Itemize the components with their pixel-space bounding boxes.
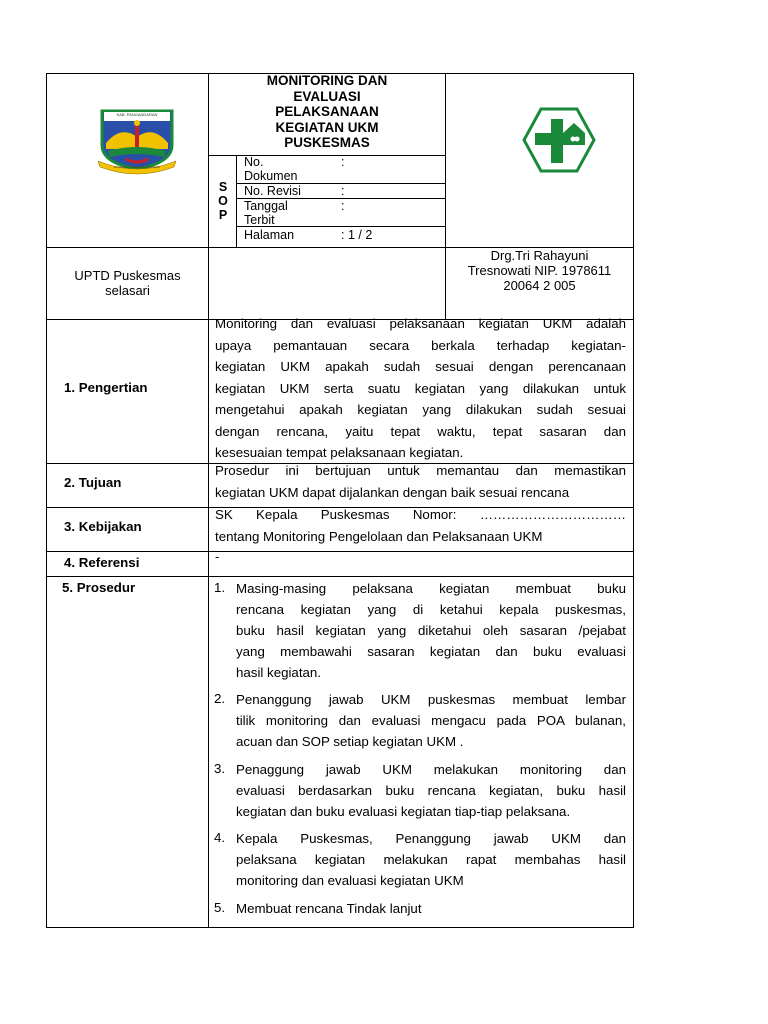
title-line: EVALUASI bbox=[293, 88, 361, 104]
meta-no-revisi-value: : bbox=[341, 184, 345, 198]
text-line: Penaggung jawab UKM melakukan monitoring dan bbox=[236, 762, 626, 777]
text-line: kegiatan dan buku evaluasi kegiatan tiap-tiap pelaksana. bbox=[236, 804, 571, 819]
step-number: 2. bbox=[214, 691, 226, 706]
title-line: KEGIATAN UKM bbox=[275, 119, 379, 135]
text-line: tentang Monitoring Pengelolaan dan Pelaksanaan UKM bbox=[215, 528, 543, 544]
sop-letter: S bbox=[218, 180, 228, 194]
text-line: tilik monitoring dan evaluasi mengacu pada POA bulanan, bbox=[236, 713, 626, 728]
title-line: PELAKSANAAN bbox=[275, 104, 379, 119]
text-line: kesesuaian tempat pelaksanaan kegiatan. bbox=[215, 445, 464, 460]
text-line: dengan rencana, yaitu tepat waktu, tepat sasaran dan bbox=[215, 423, 626, 439]
section-label-tujuan: 2. Tujuan bbox=[64, 475, 122, 490]
text-line: Membuat rencana Tindak lanjut bbox=[236, 901, 422, 916]
title-line: PUSKESMAS bbox=[284, 135, 370, 150]
text-line: SK Kepala Puskesmas Nomor: …………………………… bbox=[215, 507, 626, 522]
text-line: upaya pemantauan secara berkala terhadap kegiatan- bbox=[215, 337, 626, 353]
procedure-step bbox=[236, 689, 626, 752]
regency-crest-logo bbox=[96, 103, 178, 175]
procedure-step bbox=[236, 578, 626, 683]
signatory: Drg.Tri Rahayuni Tresnowati NIP. 1978611 20064 2 005 bbox=[467, 248, 612, 293]
meta-tanggal-label: Tanggal Terbit bbox=[244, 199, 288, 227]
text-line: kegiatan UKM dapat dijalankan dengan baik sesuai rencana bbox=[215, 484, 570, 500]
text-line: Prosedur ini bertujuan untuk memantau dan memastikan bbox=[215, 463, 626, 478]
text-line: monitoring dan evaluasi kegiatan UKM bbox=[236, 873, 464, 888]
text-line: hasil kegiatan. bbox=[236, 665, 322, 680]
procedure-step bbox=[236, 898, 626, 919]
step-number: 4. bbox=[214, 830, 226, 845]
text-line: rencana kegiatan yang di ketahui kepala puskesmas, bbox=[236, 602, 626, 617]
meta-halaman-label: Halaman bbox=[244, 228, 295, 242]
text-line: yang membawahi sasaran kegiatan dan buku evaluasi bbox=[236, 644, 626, 659]
section-label-pengertian: 1. Pengertian bbox=[64, 380, 148, 395]
meta-halaman-value: : 1 / 2 bbox=[341, 228, 373, 242]
text-line: Masing-masing pelaksana kegiatan membuat buku bbox=[236, 581, 626, 596]
text-line: mengetahui apakah kegiatan yang dilakukan sudah sesuai bbox=[215, 402, 626, 417]
section-label-referensi: 4. Referensi bbox=[64, 555, 140, 570]
text-line: buku hasil kegiatan yang diketahui oleh sasaran /pejabat bbox=[236, 623, 626, 638]
step-number: 1. bbox=[214, 580, 226, 595]
step-number: 5. bbox=[214, 900, 226, 915]
text-line: pelaksana kegiatan melakukan rapat membahas hasil bbox=[236, 852, 626, 867]
sop-letter: P bbox=[218, 208, 228, 222]
crest-name: KAB. PANGANDARAN bbox=[116, 112, 158, 117]
section-body-pengertian bbox=[215, 316, 626, 467]
text-line: evaluasi berdasarkan buku rencana kegiatan, buku hasil bbox=[236, 783, 626, 798]
crest-motto: WAWANGI SWAGARAN MANDIRI bbox=[113, 165, 161, 169]
text-line: acuan dan SOP setiap kegiatan UKM . bbox=[236, 734, 464, 749]
text-line: kegiatan UKM serta suatu kegiatan yang dilakukan untuk bbox=[215, 380, 626, 396]
document-title bbox=[209, 73, 445, 151]
section-label-kebijakan: 3. Kebijakan bbox=[64, 519, 142, 534]
procedure-step bbox=[236, 759, 626, 822]
meta-no-dokumen-label: No. Dokumen bbox=[244, 155, 298, 183]
meta-no-revisi-label: No. Revisi bbox=[244, 184, 301, 198]
section-label-prosedur: 5. Prosedur bbox=[62, 580, 136, 595]
meta-no-dokumen-value: : bbox=[341, 155, 345, 169]
text-line: kegiatan UKM apakah sudah sesuai dengan perencanaan bbox=[215, 359, 626, 374]
puskesmas-logo bbox=[522, 106, 596, 174]
title-line: MONITORING DAN bbox=[266, 73, 388, 88]
text-line: Monitoring dan evaluasi pelaksanaan kegiatan UKM adalah bbox=[215, 316, 626, 331]
sop-letter: O bbox=[218, 194, 228, 208]
procedure-step bbox=[236, 828, 626, 891]
section-body-kebijakan bbox=[215, 507, 626, 550]
text-line: Kepala Puskesmas, Penanggung jawab UKM dan bbox=[236, 831, 626, 846]
section-body-referensi: - bbox=[215, 549, 220, 564]
text-line: Penanggung jawab UKM puskesmas membuat lembar bbox=[236, 692, 626, 707]
step-number: 3. bbox=[214, 761, 226, 776]
section-body-tujuan bbox=[215, 463, 626, 506]
meta-tanggal-value: : bbox=[341, 199, 345, 213]
unit-name: UPTD Puskesmas selasari bbox=[74, 268, 181, 298]
